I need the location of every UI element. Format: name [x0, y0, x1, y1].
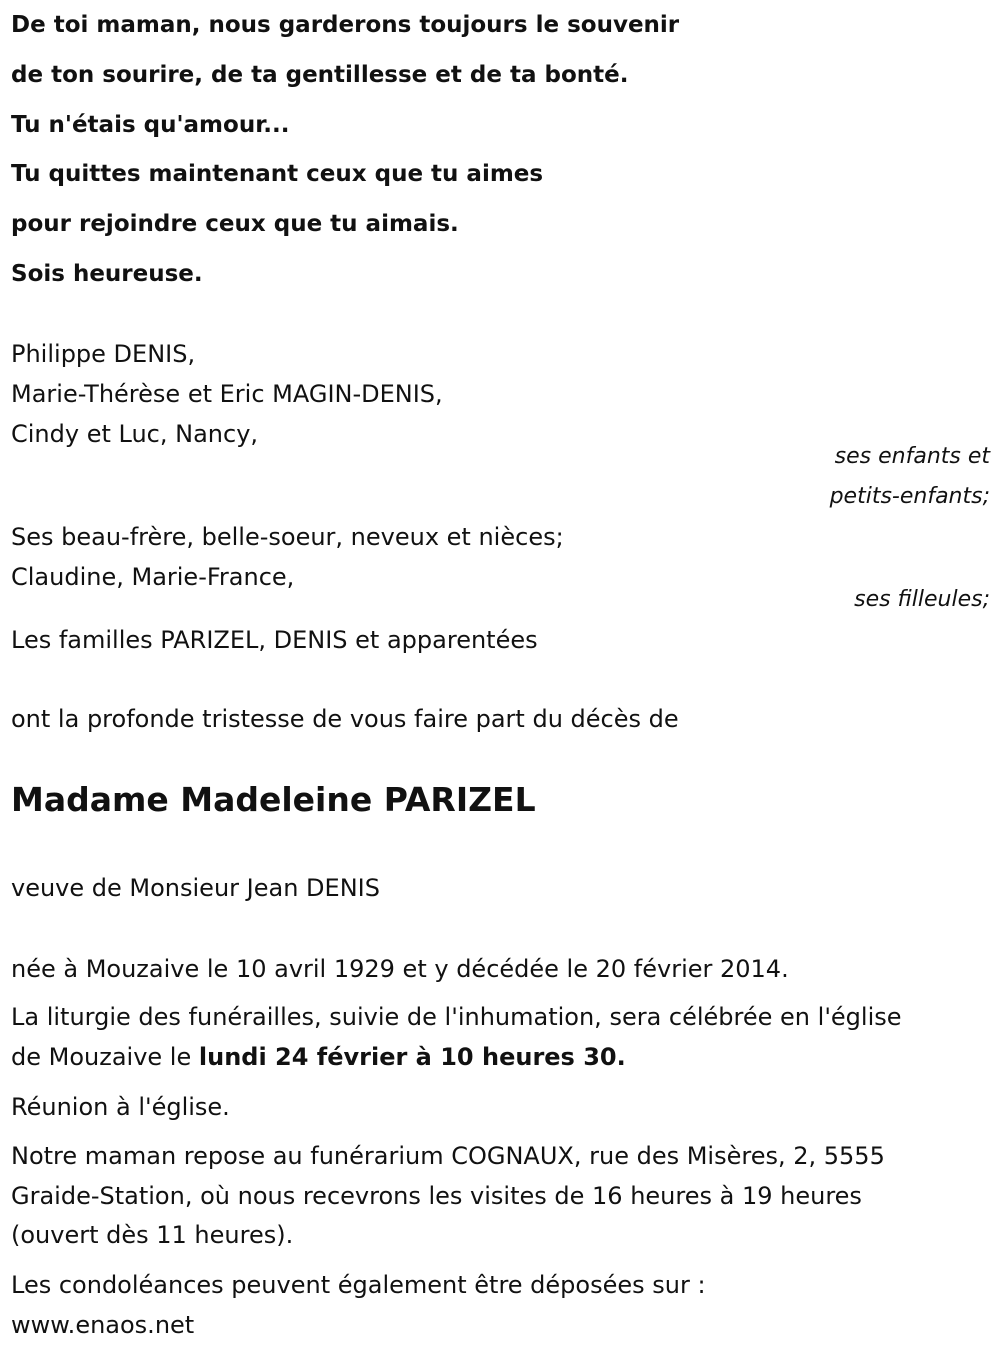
announcement: ont la profonde tristesse de vous faire part du décès de [11, 705, 679, 733]
children-name: Marie-Thérèse et Eric MAGIN-DENIS, [11, 380, 443, 408]
deceased-name: Madame Madeleine PARIZEL [11, 780, 536, 819]
poem-line: de ton sourire, de ta gentillesse et de ta bonté. [11, 62, 629, 88]
liturgy-prefix: de Mouzaive le [11, 1043, 199, 1071]
relatives: Ses beau-frère, belle-soeur, neveux et nièces; [11, 523, 564, 551]
condolences-line: Les condoléances peuvent également être déposées sur : [11, 1271, 706, 1299]
liturgy-line: La liturgie des funérailles, suivie de l'inhumation, sera célébrée en l'église [11, 1003, 902, 1031]
children-role: ses enfants et [834, 444, 990, 469]
rest-line: (ouvert dès 11 heures). [11, 1221, 294, 1249]
liturgy-line [11, 1042, 626, 1072]
poem-line: pour rejoindre ceux que tu aimais. [11, 211, 459, 237]
goddaughters-names: Claudine, Marie-France, [11, 563, 295, 591]
poem-line: Sois heureuse. [11, 261, 203, 287]
children-name: Cindy et Luc, Nancy, [11, 420, 259, 448]
goddaughters-role: ses filleules; [854, 587, 990, 612]
families: Les familles PARIZEL, DENIS et apparentées [11, 626, 538, 654]
grandchildren-role: petits-enfants; [829, 484, 990, 509]
funeral-datetime: lundi 24 février à 10 heures 30. [198, 1043, 626, 1071]
birth-death: née à Mouzaive le 10 avril 1929 et y décédée le 20 février 2014. [11, 955, 789, 983]
rest-line: Graide-Station, où nous recevrons les visites de 16 heures à 19 heures [11, 1182, 862, 1210]
website-link[interactable]: www.enaos.net [11, 1311, 195, 1339]
poem-line: Tu n'étais qu'amour... [11, 112, 290, 138]
widow-of: veuve de Monsieur Jean DENIS [11, 874, 380, 902]
poem-line: Tu quittes maintenant ceux que tu aimes [11, 161, 544, 187]
poem-line: De toi maman, nous garderons toujours le souvenir [11, 12, 680, 38]
rest-line: Notre maman repose au funérarium COGNAUX, rue des Misères, 2, 5555 [11, 1142, 885, 1170]
meeting: Réunion à l'église. [11, 1093, 230, 1121]
children-name: Philippe DENIS, [11, 340, 196, 368]
